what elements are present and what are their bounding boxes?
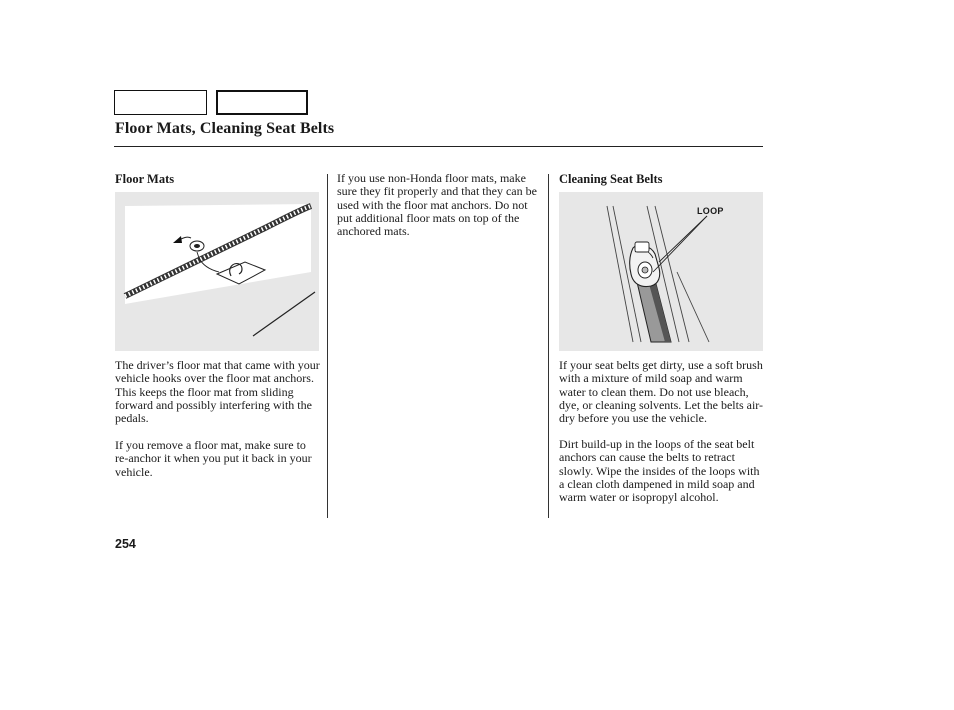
floor-mat-paragraph: The driver’s floor mat that came with your vehicle hooks over the floor mat anchors. This keeps the floor mat from sliding forward and possibly interfering with the pedals. [115, 358, 320, 426]
title-divider [114, 146, 763, 147]
floor-mats-heading: Floor Mats [115, 172, 175, 186]
seat-belt-paragraph: If your seat belts get dirty, use a soft brush with a mixture of mild soap and warm water to clean them. Do not use bleach, dye, or cleaning solvents. Let the belts air-dry before you use the vehicle. [559, 358, 764, 426]
loop-label: LOOP [697, 206, 724, 216]
floor-mat-paragraph: If you remove a floor mat, make sure to re-anchor it when you put it back in your vehicle. [115, 438, 312, 479]
nav-tab-box[interactable] [216, 90, 308, 115]
non-honda-mats-paragraph: If you use non-Honda floor mats, make sure they fit properly and that they can be used with the floor mat anchors. Do not put additional floor mats on top of the anchored mats. [337, 171, 537, 239]
page-title: Floor Mats, Cleaning Seat Belts [115, 120, 335, 137]
column-divider [548, 174, 549, 518]
nav-tab-box[interactable] [114, 90, 207, 115]
column-divider [327, 174, 328, 518]
seat-belt-paragraph: Dirt build-up in the loops of the seat belt anchors can cause the belts to retract slowly. Wipe the insides of the loops with a clean cloth dampened in mild soap and warm water or isopropyl alcohol. [559, 437, 760, 505]
floor-mat-illustration [115, 192, 319, 351]
cleaning-seat-belts-heading: Cleaning Seat Belts [559, 172, 663, 186]
seat-belt-loop-illustration [559, 192, 763, 351]
page-number: 254 [115, 537, 136, 551]
